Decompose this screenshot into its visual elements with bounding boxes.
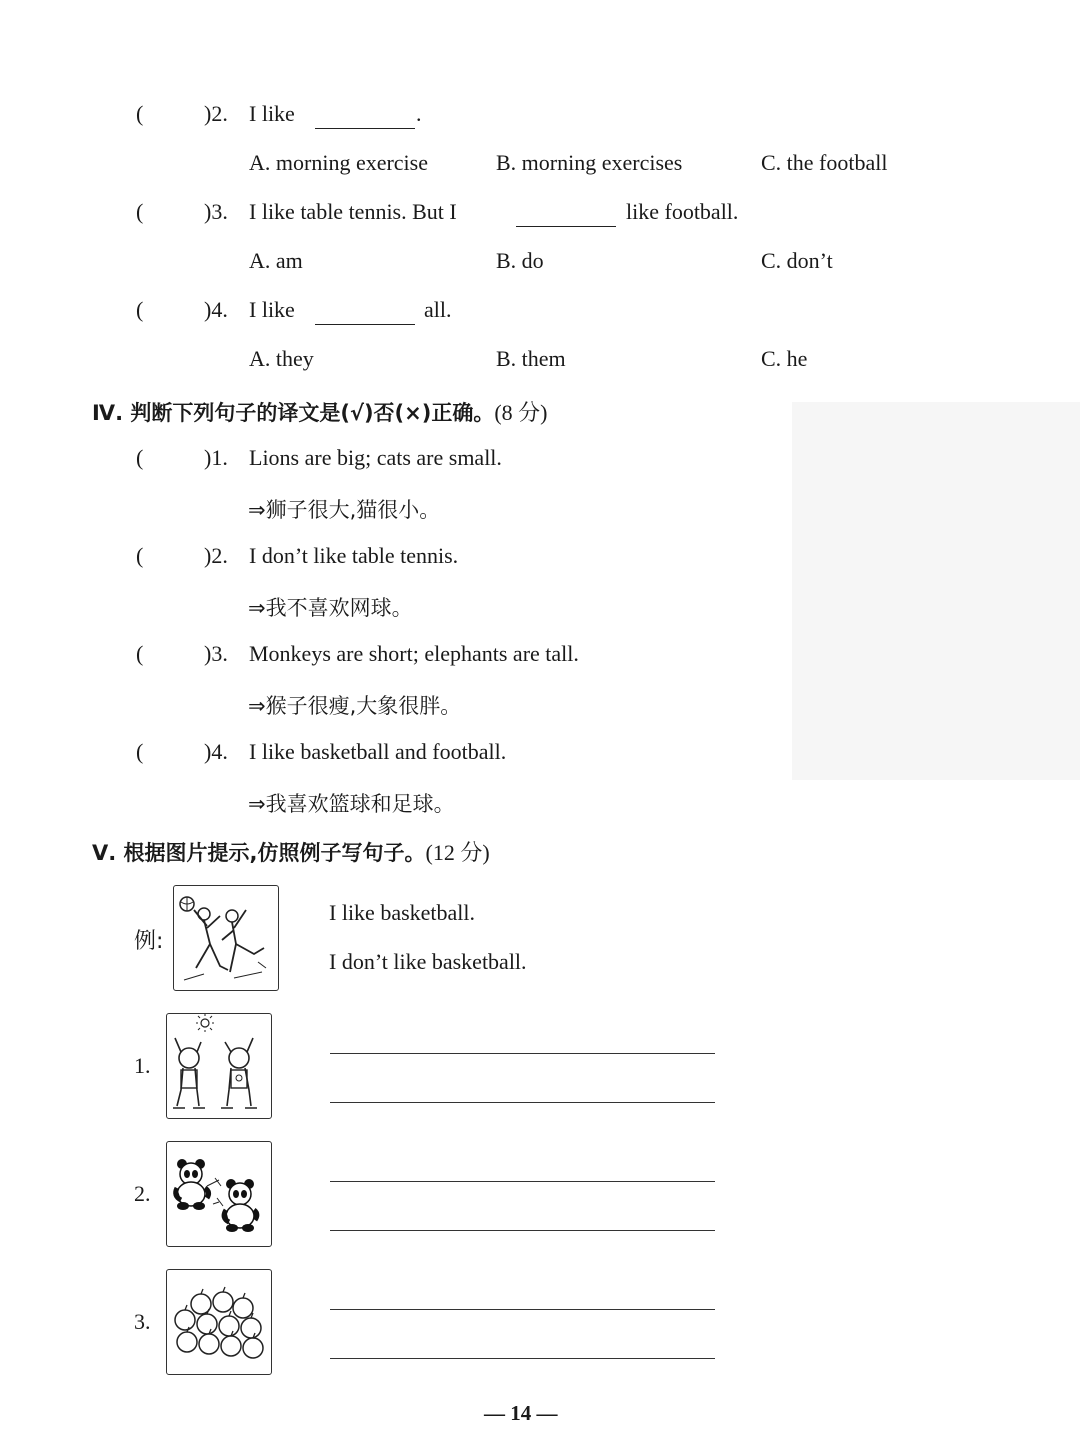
question-text-after: all. (424, 297, 452, 322)
item-number: 2. (134, 1181, 151, 1206)
item-number: 3. (134, 1309, 151, 1334)
answer-blank[interactable] (315, 108, 415, 129)
answer-paren-open[interactable]: ( (136, 445, 144, 470)
chinese-translation: ⇒我不喜欢网球。 (248, 596, 413, 620)
english-sentence: I don’t like table tennis. (249, 543, 459, 568)
item-number: )2. (204, 543, 228, 568)
option-b: B. them (496, 346, 566, 371)
example-label: 例: (134, 929, 164, 954)
decorative-background (792, 402, 1080, 780)
item-number: )4. (204, 739, 228, 764)
answer-line[interactable] (330, 1053, 715, 1054)
question-number: )3. (204, 199, 228, 224)
answer-paren-open[interactable]: ( (136, 739, 144, 764)
apples-icon (166, 1269, 272, 1375)
chinese-translation: ⇒我喜欢篮球和足球。 (248, 792, 455, 816)
item-number: )3. (204, 641, 228, 666)
answer-line[interactable] (330, 1230, 715, 1231)
item-number: 1. (134, 1053, 151, 1078)
section-4-heading (92, 396, 548, 427)
pandas-icon (166, 1141, 272, 1247)
answer-line[interactable] (330, 1102, 715, 1103)
children-exercising-icon (166, 1013, 272, 1119)
chinese-translation: ⇒猴子很瘦,大象很胖。 (248, 694, 462, 718)
option-c: C. the football (761, 150, 888, 175)
question-text-before: I like (249, 101, 295, 126)
option-a: A. am (249, 248, 303, 273)
answer-paren-open[interactable]: ( (136, 543, 144, 568)
section-4-title: Ⅳ. 判断下列句子的译文是(√)否(×)正确。 (92, 401, 495, 425)
option-a: A. they (249, 346, 314, 371)
chinese-translation: ⇒狮子很大,猫很小。 (248, 498, 441, 522)
question-text-after: like football. (626, 199, 739, 224)
answer-blank[interactable] (315, 304, 415, 325)
question-number: )2. (204, 101, 228, 126)
answer-paren-open: ( (136, 199, 144, 224)
answer-line[interactable] (330, 1358, 715, 1359)
answer-paren-open: ( (136, 297, 144, 322)
answer-paren-open[interactable]: ( (136, 641, 144, 666)
option-b: B. do (496, 248, 544, 273)
english-sentence: I like basketball and football. (249, 739, 507, 764)
option-c: C. don’t (761, 248, 833, 273)
example-sentence-1: I like basketball. (329, 900, 476, 925)
answer-line[interactable] (330, 1181, 715, 1182)
question-text-after: . (416, 101, 422, 126)
english-sentence: Monkeys are short; elephants are tall. (249, 641, 579, 666)
answer-line[interactable] (330, 1309, 715, 1310)
option-b: B. morning exercises (496, 150, 683, 175)
answer-blank[interactable] (516, 206, 616, 227)
section-5-title: Ⅴ. 根据图片提示,仿照例子写句子。 (92, 841, 426, 865)
question-text-before: I like table tennis. But I (249, 199, 457, 224)
section-4-score: (8 分) (494, 400, 548, 425)
item-number: )1. (204, 445, 228, 470)
question-text-before: I like (249, 297, 295, 322)
option-a: A. morning exercise (249, 150, 428, 175)
page-number: — 14 — (484, 1401, 558, 1425)
question-number: )4. (204, 297, 228, 322)
section-5-score: (12 分) (425, 840, 490, 865)
option-c: C. he (761, 346, 808, 371)
english-sentence: Lions are big; cats are small. (249, 445, 502, 470)
answer-paren-open: ( (136, 101, 144, 126)
basketball-players-icon (173, 885, 279, 991)
section-5-heading (92, 836, 490, 867)
example-sentence-2: I don’t like basketball. (329, 949, 527, 974)
